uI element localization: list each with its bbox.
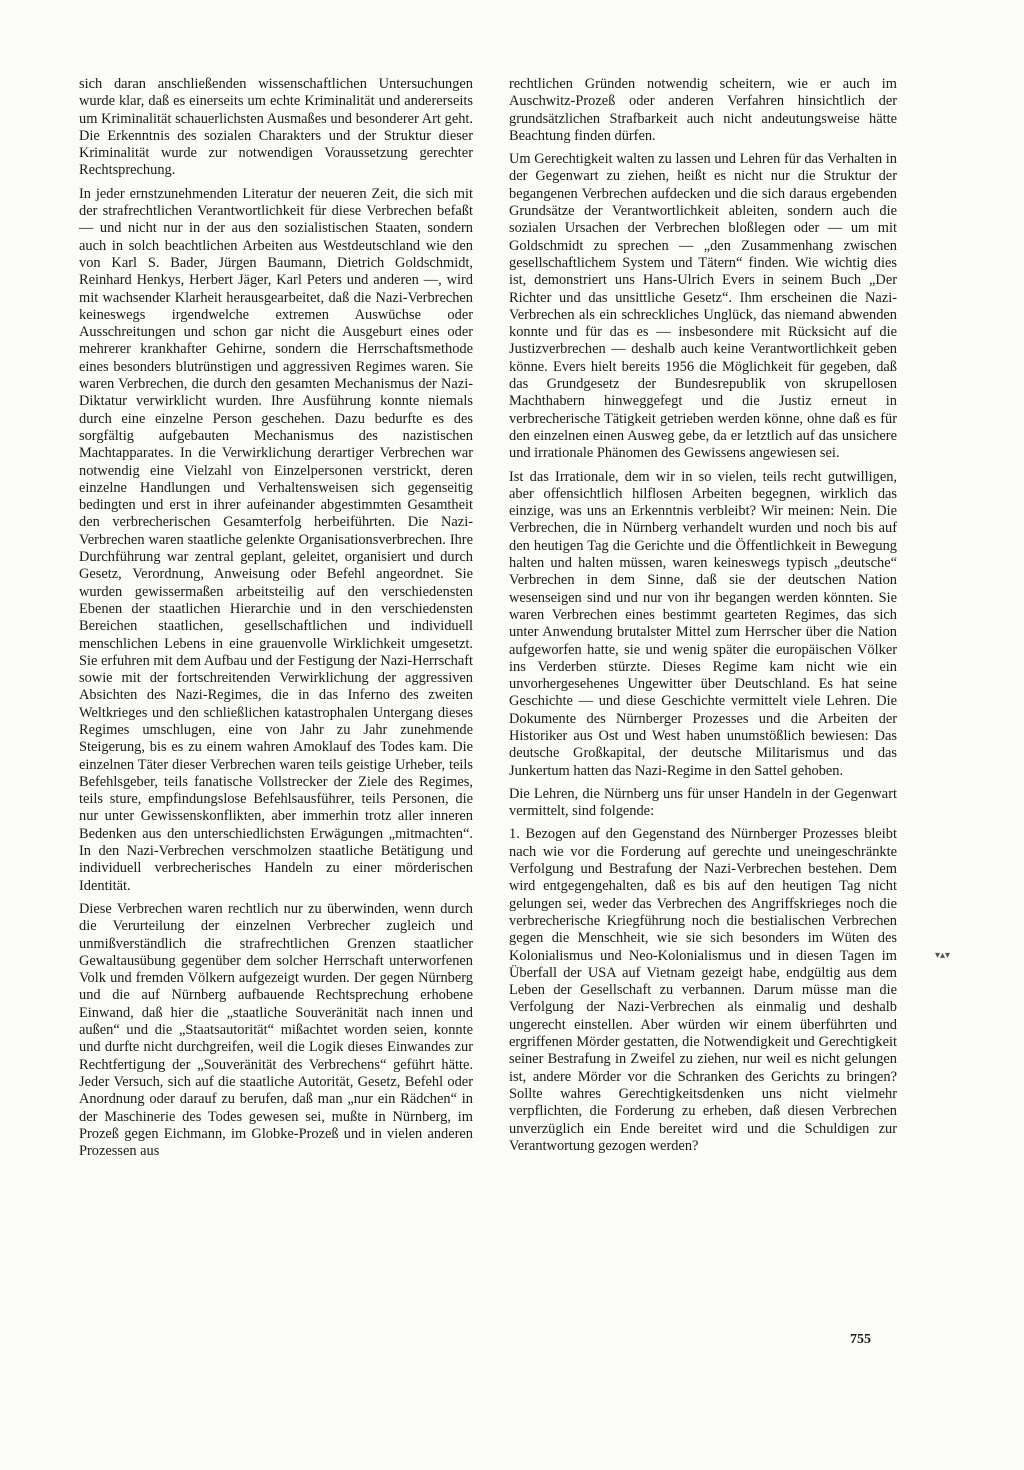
page-number: 755 xyxy=(850,1332,871,1347)
paragraph: sich daran anschließenden wissenschaftlichen Untersuchungen wurde klar, daß es einerseits um echte Kriminalität und andererseits um Kriminalität schauerlichsten Ausmaßes und besonderer Art geht. Die Erkenntnis des sozialen Charakters und der Struktur dieser Kriminalität wurde zur notwendigen Voraussetzung gerechter Rechtsprechung. xyxy=(79,76,473,179)
paragraph: Diese Verbrechen waren rechtlich nur zu überwinden, wenn durch die Verurteilung der einzelnen Verbrecher zugleich und unmißverständlich die strafrechtlichen Grenzen staatlicher Gewaltausübung gegenüber dem solcher Herrschaft unterworfenen Volk und fremden Völkern aufgezeigt wurden. Der gegen Nürnberg und die auf Nürnberg aufbauende Rechtsprechung erhobene Einwand, daß hier die „staatliche Souveränität nach innen und außen“ und die „Staatsautorität“ mißachtet worden seien, konnte und durfte nicht durchgreifen, weil die Logik dieses Einwandes zur Rechtfertigung der „Souveränität des Verbrechens“ geführt hätte. Jeder Versuch, sich auf die staatliche Autorität, Gesetz, Befehl oder Anordnung oder darauf zu berufen, daß man „nur ein Rädchen“ in der Maschinerie des Todes gewesen sei, mußte in Nürnberg, im Prozeß gegen Eichmann, im Globke-Prozeß und in vielen anderen Prozessen aus xyxy=(79,900,473,1160)
paragraph: Um Gerechtigkeit walten zu lassen und Lehren für das Verhalten in der Gegenwart zu ziehen, heißt es nicht nur die Struktur der begangenen Verbrechen aufdecken und die sich daraus ergebenden Grundsätze der Verantwortlichkeit ableiten, sondern auch die sozialen Ursachen der Verbrechen bloßlegen oder — um mit Goldschmidt zu sprechen — „den Zusammenhang zwischen gesellschaftlichem System und Tätern“ finden. Wie wichtig dies ist, demonstriert uns Hans-Ulrich Evers in seinem Buch „Der Richter und das unsittliche Gesetz“. Ihm erscheinen die Nazi-Verbrechen als ein schreckliches Unglück, das niemand abwenden konnte und für das es — insbesondere mit Rücksicht auf die Justizverbrechen — deshalb auch keine Verantwortlichkeit geben könne. Evers hielt bereits 1956 die Möglichkeit für gegeben, daß das Grundgesetz der Bundesrepublik von skrupellosen Machthabern hinweggefegt und die Justiz erneut in verbrecherische Tätigkeit getrieben werden könne, ohne daß es für den einzelnen einen Ausweg gebe, da er letztlich auf das unsichere und irrationale Phänomen des Gewissens angewiesen sei. xyxy=(509,151,897,462)
paragraph: Die Lehren, die Nürnberg uns für unser Handeln in der Gegenwart vermittelt, sind folgende: xyxy=(509,785,897,820)
paragraph: 1. Bezogen auf den Gegenstand des Nürnberger Prozesses bleibt nach wie vor die Forderung auf gerechte und uneingeschränkte Verfolgung und Bestrafung der Nazi-Verbrechen bestehen. Dem wird entgegengehalten, daß es bis auf den heutigen Tag nicht gelungen sei, weder das Verbrechen des Angriffskrieges noch die verbrecherische Kriegführung noch die bestialischen Verbrechen gegen die Menschheit, wie sie sich besonders im Wüten des Kolonialismus und Neo-Kolonialismus und in diesen Tagen im Überfall der USA auf Vietnam gezeigt habe, endgültig aus dem Leben der Gesellschaft zu verbannen. Darum müsse man die Verfolgung der Nazi-Verbrechen als einmalig und deshalb ungerecht einstellen. Aber würden wir einem überführten und ergriffenen Mörder gestatten, die Notwendigkeit und Gerechtigkeit seiner Bestrafung in Zweifel zu ziehen, nur weil es nicht gelungen ist, andere Mörder vor die Schranken des Gerichts zu bringen? Sollte wahres Gerechtigkeitsdenken uns nicht vielmehr verpflichten, die Forderung zu erheben, daß diesen Verbrechen unverzüglich ein Ende bereitet wird und die Schuldigen zur Verantwortung gezogen werden? xyxy=(509,826,897,1154)
text-column-right xyxy=(509,76,897,1161)
paragraph: rechtlichen Gründen notwendig scheitern, wie er auch im Auschwitz-Prozeß oder anderen Verfahren hinsichtlich der grundsätzlichen Strafbarkeit auch nicht andeutungsweise hätte Beachtung finden dürfen. xyxy=(509,76,897,144)
margin-mark: ▾▴▾ xyxy=(935,950,951,961)
paragraph: Ist das Irrationale, dem wir in so vielen, teils recht gutwilligen, aber offensichtlich hilflosen Arbeiten begegnen, wirklich das einzige, was uns an Erkenntnis verbleibt? Wir meinen: Nein. Die Verbrechen, die in Nürnberg verhandelt wurden und noch bis auf den heutigen Tag die Gerichte und die Öffentlichkeit in Bewegung halten und halten müssen, waren keineswegs typisch „deutsche“ Verbrechen in dem Sinne, daß sie der deutschen Nation wesenseigen sind und nur von ihr begangen werden könnten. Sie waren Verbrechen eines bestimmt gearteten Regimes, das sich unter Anwendung brutalster Mittel zum Herrscher über die Nation aufgeworfen hatte, sie und wenig später die europäischen Völker ins Verderben stürzte. Dieses Regime kam nicht wie ein unvorhergesehenes Ungewitter über Deutschland. Es hat seine Geschichte — und diese Geschichte vermittelt viele Lehren. Die Dokumente des Nürnberger Prozesses und die Arbeiten der Historiker aus Ost und West haben unumstößlich bewiesen: Das deutsche Großkapital, der deutsche Militarismus und das Junkertum hatten das Nazi-Regime in den Sattel gehoben. xyxy=(509,468,897,779)
text-column-left xyxy=(79,76,473,1166)
paragraph: In jeder ernstzunehmenden Literatur der neueren Zeit, die sich mit der strafrechtlichen Verantwortlichkeit für diese Verbrechen befaßt — und nicht nur in der aus den sozialistischen Staaten, sondern auch in solch beachtlichen Arbeiten aus Westdeutschland wie den von Karl S. Bader, Jürgen Baumann, Dietrich Goldschmidt, Reinhard Henkys, Herbert Jäger, Karl Peters und anderen —, wird mit wachsender Klarheit herausgearbeitet, daß die Nazi-Verbrechen keineswegs irgendwelche extremen Auswüchse oder Ausschreitungen und schon gar nicht die Ausgeburt eines oder mehrerer krankhafter Gehirne, sondern die Herrschaftsmethode eines besonders blutrünstigen und aggressiven Regimes waren. Sie waren Verbrechen, die durch den gesamten Mechanismus der Nazi-Diktatur verwirklicht wurden. Ihre Ausführung konnte niemals durch eine einzelne Person geschehen. Dazu bedurfte es des sorgfältig aufgebauten Mechanismus des nazistischen Machtapparates. In die Verwirklichung derartiger Verbrechen war notwendig eine Vielzahl von Einzelpersonen verstrickt, deren einzelne Handlungen und Verhaltensweisen sich gegenseitig bedingten und erst in ihrer aufeinander abgestimmten Gesamtheit den verbrecherischen Gesamterfolg herbeiführten. Die Nazi-Verbrechen waren staatliche gelenkte Organisationsverbrechen. Ihre Durchführung war zentral geplant, geleitet, organisiert und durch Gesetz, Verordnung, Anweisung oder Befehl angeordnet. Sie wurden gewissermaßen arbeitsteilig auf den verschiedensten Ebenen der staatlichen Hierarchie und in den verschiedensten Bereichen staatlichen, gesellschaftlichen und individuell menschlichen Lebens in eine grauenvolle Wirklichkeit umgesetzt. Sie erfuhren mit dem Aufbau und der Festigung der Nazi-Herrschaft sowie mit der fortschreitenden Verwirklichung der aggressiven Absichten des Nazi-Regimes, die in das Inferno des zweiten Weltkrieges und den schließlichen katastrophalen Untergang dieses Regimes umschlugen, eine von Jahr zu Jahr zunehmende Steigerung, bis es zu einem wahren Amoklauf des Todes kam. Die einzelnen Täter dieser Verbrechen waren teils geistige Urheber, teils Befehlsgeber, teils fanatische Vollstrecker der Ziele des Regimes, teils sture, empfindungslose Befehlsausführer, teils Personen, die nur unter Gewissenskonflikten, aber immerhin trotz aller inneren Bedenken aus den unterschiedlichsten Erwägungen „mitmachten“. In den Nazi-Verbrechen verschmolzen staatliche Betätigung und individuell verbrecherisches Handeln zu einer mörderischen Identität. xyxy=(79,185,473,894)
